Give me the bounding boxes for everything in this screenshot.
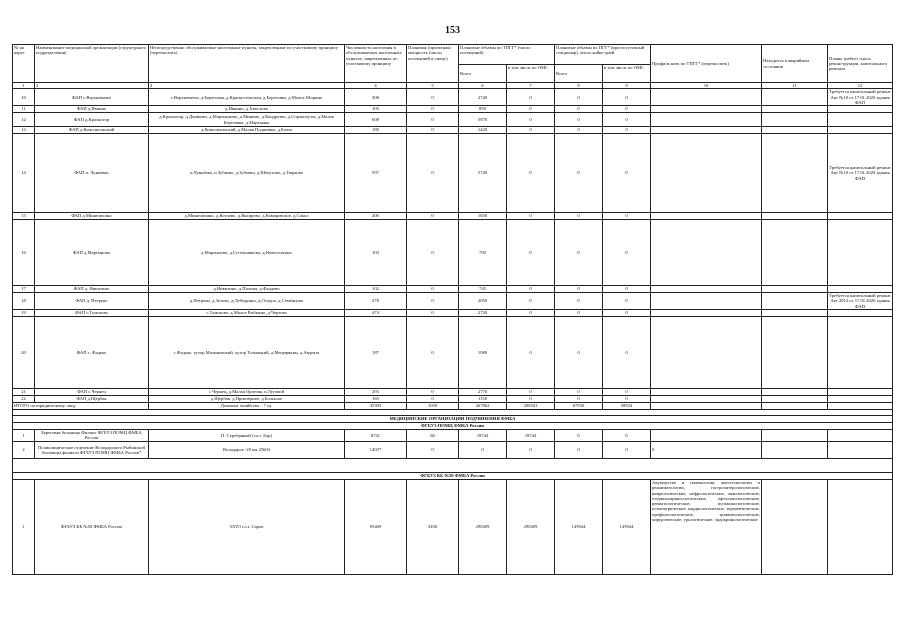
facility-name: ФАП д.Мартыново (35, 220, 149, 286)
capacity: 0 (407, 395, 459, 402)
bed-days-total: 0 (555, 429, 603, 441)
visits-total: 0 (459, 441, 507, 458)
population: 187 (345, 316, 407, 388)
served-settlements: ЗАТО г.о.г. Саров (149, 479, 345, 574)
capacity: 0 (407, 309, 459, 316)
bed-profile (651, 388, 762, 395)
facility-name: ФАП д.Миничихино (35, 213, 149, 220)
column-number: 8 (555, 83, 603, 89)
bed-days-total: 0 (555, 395, 603, 402)
population: 95469 (345, 479, 407, 574)
table-row (13, 89, 893, 106)
total-visits: 267862 (459, 402, 507, 409)
visits-total: 5740 (459, 134, 507, 213)
bed-days-oms: 0 (603, 309, 651, 316)
repair-note (828, 113, 893, 127)
subsection-kb50 (13, 472, 893, 479)
repair-note (828, 213, 893, 220)
table-row (13, 429, 893, 441)
subsection-pomc-label: ФГБУЗ ПОМЦ ФМБА России (13, 422, 893, 429)
emergency-state (762, 89, 828, 106)
row-number: 18 (13, 293, 35, 310)
served-settlements: с.Чернец, д.Малая Оратова, п.Луговой (149, 388, 345, 395)
bed-days-total: 0 (555, 220, 603, 286)
table-row (13, 106, 893, 113)
facility-name: ФАП д.Ивкино (35, 106, 149, 113)
empty-cell (13, 458, 893, 472)
served-settlements: с.Фадько, хутор Малиновский, хутор Толмацкий, д.Мещерякин, д.Авдеята (149, 316, 345, 388)
bed-days-oms: 0 (603, 106, 651, 113)
capacity: 0 (407, 220, 459, 286)
facility-name: ФАП с. Фадько (35, 316, 149, 388)
visits-total: 2050 (459, 293, 507, 310)
section-fmba-label: МЕДИЦИНСКИЕ ОРГАНИЗАЦИИ ПОДЧИНЕНИЯ ФМБА (13, 415, 893, 422)
table-row (13, 213, 893, 220)
emergency-state (762, 429, 828, 441)
visits-oms: 0 (507, 286, 555, 293)
bed-profile (651, 89, 762, 106)
visits-total: 1150 (459, 395, 507, 402)
bed-days-total: 145944 (555, 479, 603, 574)
bed-days-total: 0 (555, 293, 603, 310)
facility-name: ФАП д.Красногор (35, 113, 149, 127)
bed-days-total: 0 (555, 134, 603, 213)
capacity: 0 (407, 388, 459, 395)
header-col-8: Всего (555, 65, 603, 83)
visits-total: 1080 (459, 316, 507, 388)
emergency-state (762, 220, 828, 286)
population: 597 (345, 134, 407, 213)
served-settlements: д.Комсомольский, д.Малая Подшивка, д.Ключ (149, 127, 345, 134)
bed-days-total: 0 (555, 113, 603, 127)
table-row (13, 134, 893, 213)
empty-cell (762, 402, 828, 409)
visits-total: 700 (459, 220, 507, 286)
table-row (13, 388, 893, 395)
visits-oms: 0 (507, 134, 555, 213)
capacity: 60 (407, 429, 459, 441)
population: 8741 (345, 429, 407, 441)
column-number: 12 (828, 83, 893, 89)
bed-profile (651, 127, 762, 134)
row-number: 2 (13, 441, 35, 458)
page-number: 153 (445, 25, 460, 36)
visits-oms: 0 (507, 441, 555, 458)
repair-note (828, 388, 893, 395)
row-number: 1 (13, 479, 35, 574)
population: 105 (345, 106, 407, 113)
population: 278 (345, 293, 407, 310)
bed-days-oms: 0 (603, 113, 651, 127)
visits-total: 290409 (459, 479, 507, 574)
total-population: 35395 (345, 402, 407, 409)
bed-profile (651, 395, 762, 402)
row-number: 21 (13, 388, 35, 395)
capacity: 0 (407, 316, 459, 388)
header-col-5: Плановая (проектная) мощность (число посещений в смену) (407, 45, 459, 83)
column-number: 2 (35, 83, 149, 89)
population: 180 (345, 127, 407, 134)
header-col-2: Наименование медицинской организации (структурного подразделения) (35, 45, 149, 83)
visits-total: 2770 (459, 388, 507, 395)
bed-days-oms: 0 (603, 293, 651, 310)
repair-note (828, 106, 893, 113)
repair-note: Требуется капитальный ремонт Акт 2012 от 17.01.2020 здания ФАП (829, 293, 891, 309)
served-settlements: П. Серебряный (г.о.г. Бор) (149, 429, 345, 441)
bed-days-oms: 0 (603, 220, 651, 286)
emergency-state (762, 293, 828, 310)
served-settlements: с.Тумсково, д.Малое Рыбкино, д.Чертова (149, 309, 345, 316)
visits-total: 1420 (459, 127, 507, 134)
table-row (13, 316, 893, 388)
subsection-kb50-label: ФГБУЗ КБ №50 ФМБА России (13, 472, 893, 479)
row-number: 10 (13, 89, 35, 106)
population: 308 (345, 89, 407, 106)
repair-note (828, 395, 893, 402)
facility-name: ФАП п. Луньёвка (35, 134, 149, 213)
visits-oms: 0 (507, 89, 555, 106)
bed-profile (651, 309, 762, 316)
emergency-state (762, 127, 828, 134)
bed-days-total: 0 (555, 106, 603, 113)
table-row (13, 293, 893, 310)
bed-days-oms: 145944 (603, 479, 651, 574)
bed-days-oms: 0 (603, 127, 651, 134)
repair-note (828, 479, 893, 574)
facility-name: ФГБУЗ КБ №50 ФМБА России (35, 479, 149, 574)
repair-note (828, 220, 893, 286)
table-row (13, 309, 893, 316)
visits-oms: 0 (507, 220, 555, 286)
emergency-state (762, 309, 828, 316)
visits-total: 5870 (459, 113, 507, 127)
emergency-state (762, 113, 828, 127)
total-capacity: 1050 (407, 402, 459, 409)
bed-days-oms: 0 (603, 89, 651, 106)
visits-oms: 0 (507, 106, 555, 113)
bed-days-total: 0 (555, 309, 603, 316)
total-visits-oms: 208341 (507, 402, 555, 409)
bed-profile (651, 429, 762, 441)
row-number: 22 (13, 395, 35, 402)
table-row (13, 127, 893, 134)
repair-note: Требуется капитальный ремонт Акт №10 от 17.01.2020 здания ФАП (828, 134, 893, 213)
bed-days-total: 0 (555, 127, 603, 134)
bed-profile (651, 113, 762, 127)
served-settlements: д.Никитино, д.Палома, д.Фаддево (149, 286, 345, 293)
column-number: 3 (149, 83, 345, 89)
population: 102 (345, 286, 407, 293)
bed-days-oms: 0 (603, 388, 651, 395)
population: 103 (345, 220, 407, 286)
visits-oms: 290409 (507, 479, 555, 574)
facility-name: ФАП д.Комсомольский (35, 127, 149, 134)
repair-note (828, 441, 893, 458)
bed-profile: Акушерство и гинекология, анестезиологии и реаниматологии, гастроэнтерологические, неврологические, нефрологические, онкологические, оториноларингологические, офтальмологические, ревматологические, пульмонологические, психиатрические, кардиологические, терапевтические, профпатологические, травматологические, хирургические, урологические, эндокринологические (651, 479, 762, 574)
population: 1403* (345, 441, 407, 458)
table-row (13, 286, 893, 293)
facility-name: ФАП д.Щербак (35, 395, 149, 402)
repair-note: Требуется капитальный ремонт Акт №10 от 17.01.2020 здания ФАП (829, 89, 891, 105)
population: 474 (345, 309, 407, 316)
bed-days-oms: 0 (603, 395, 651, 402)
row-number: 17 (13, 286, 35, 293)
repair-note (828, 309, 893, 316)
emergency-state (762, 441, 828, 458)
facility-name: ФАП с.Тумсково (35, 309, 149, 316)
column-number: 11 (762, 83, 828, 89)
bed-days-total: 0 (555, 213, 603, 220)
column-number: 5 (407, 83, 459, 89)
bed-days-oms: 0 (603, 134, 651, 213)
served-settlements: п.Луньёвка, п.Зубково, д.Зубовка, д.Шекутово, д.Тюрково (149, 134, 345, 213)
row-number: 12 (13, 113, 35, 127)
served-settlements: с.Верхнекачье, д.Береговая, д.Красносельская, д.Березовка, д.Малое Шорино (149, 89, 345, 106)
bed-days-total: 0 (555, 89, 603, 106)
section-fmba (13, 415, 893, 422)
header-col-1: № на карте (13, 45, 35, 83)
column-number: 7 (507, 83, 555, 89)
row-number: 15 (13, 213, 35, 220)
row-number: 19 (13, 309, 35, 316)
visits-total: 850 (459, 106, 507, 113)
facility-name: ФАП д. Никитино (35, 286, 149, 293)
header-col-8-9: Плановые объемы по ПГГ* (круглосуточный стационар), число койко-дней (555, 45, 651, 65)
capacity: 0 (407, 286, 459, 293)
served-settlements: д.Мартыново, д.Гусельниково, д.Новоселкино (149, 220, 345, 286)
capacity: 3450 (407, 479, 459, 574)
emergency-state (762, 286, 828, 293)
emergency-state (762, 388, 828, 395)
emergency-state (762, 479, 828, 574)
empty-cell (828, 402, 893, 409)
bed-profile (651, 286, 762, 293)
capacity: 0 (407, 89, 459, 106)
capacity: 0 (407, 213, 459, 220)
repair-note (828, 429, 893, 441)
repair-note (828, 127, 893, 134)
row-number: 20 (13, 316, 35, 388)
subsection-pomc (13, 422, 893, 429)
bed-profile (651, 293, 762, 310)
bed-profile (651, 316, 762, 388)
bed-days-oms: 0 (603, 286, 651, 293)
row-number: 14 (13, 134, 35, 213)
served-settlements: д.Петрово, д.Зотово, д.Лебедкино, д.Осадок, д.Семёнцево (149, 293, 345, 310)
visits-total: 745 (459, 286, 507, 293)
spacer-row (13, 458, 893, 472)
empty-cell (651, 402, 762, 409)
visits-oms: 0 (507, 127, 555, 134)
bed-profile (651, 106, 762, 113)
repair-note (828, 286, 893, 293)
visits-oms: 0 (507, 316, 555, 388)
capacity: 0 (407, 134, 459, 213)
total-row (13, 402, 893, 409)
total-households: Домовые хозяйства – 7 ед. (149, 402, 345, 409)
column-number: 4 (345, 83, 407, 89)
bed-days-total: 0 (555, 286, 603, 293)
visits-total: 18744 (459, 429, 507, 441)
bed-profile (651, 213, 762, 220)
repair-note (828, 316, 893, 388)
visits-oms: 0 (507, 395, 555, 402)
header-col-12: Планы требует сноса, реконструкции, капитального ремонта (828, 45, 893, 83)
population: 608 (345, 113, 407, 127)
visits-total: 2720 (459, 309, 507, 316)
column-number: 6 (459, 83, 507, 89)
facility-name: Береговая больница Филиал ФГБУЗ ПОМЦ ФМБА России (35, 429, 149, 441)
column-number: 10 (651, 83, 762, 89)
population: 165 (345, 395, 407, 402)
visits-oms: 18744 (507, 429, 555, 441)
population: 200 (345, 213, 407, 220)
row-number: 11 (13, 106, 35, 113)
visits-oms: 0 (507, 293, 555, 310)
capacity: 0 (407, 293, 459, 310)
column-number: 1 (13, 83, 35, 89)
column-number: 9 (603, 83, 651, 89)
visits-total: 2740 (459, 89, 507, 106)
visits-total: 1650 (459, 213, 507, 220)
emergency-state (762, 106, 828, 113)
emergency-state (762, 316, 828, 388)
facility-name: ФАП д. Петрово (35, 293, 149, 310)
visits-oms: 0 (507, 309, 555, 316)
capacity: 0 (407, 106, 459, 113)
capacity: 0 (407, 113, 459, 127)
emergency-state (762, 213, 828, 220)
total-bed-days-oms: 58834 (603, 402, 651, 409)
bed-days-total: 0 (555, 441, 603, 458)
bed-days-oms: 0 (603, 213, 651, 220)
bed-profile (651, 220, 762, 286)
header-col-6: Всего (459, 65, 507, 83)
emergency-state (762, 395, 828, 402)
served-settlements: д.Миничихино, д.Котлово, д.Вяхирево, д.Комаровское, д.Сокол (149, 213, 345, 220)
row-number: 16 (13, 220, 35, 286)
header-col-6-7: Плановые объемы по ТПГГ* (число посещений) (459, 45, 555, 65)
bed-days-oms: 0 (603, 441, 651, 458)
bed-days-oms: 0 (603, 429, 651, 441)
bed-profile: 0 (651, 441, 762, 458)
served-settlements: д.Красногор, д.Дымково, д.Мартынково, д.Минино, д.Кондратко, д.Сорокопуты, д.Малая Березовка, д.Мартьяны (149, 113, 345, 127)
header-col-3: Непосредственно обслуживаемые населенные пункты, закрепленные по участковому принципу (перечислить) (149, 45, 345, 83)
header-col-9: в том числе по ОМС (603, 65, 651, 83)
capacity: 0 (407, 441, 459, 458)
visits-oms: 0 (507, 388, 555, 395)
bed-days-oms: 0 (603, 316, 651, 388)
table-row (13, 441, 893, 458)
facility-name: ФАП с.Чернец (35, 388, 149, 395)
table-row (13, 395, 893, 402)
total-bed-days: 67830 (555, 402, 603, 409)
table-row (13, 220, 893, 286)
served-settlements: д.Ивкино, д.Хвостово (149, 106, 345, 113)
served-settlements: Володарск -20 км 25604 (149, 441, 345, 458)
total-label: ИТОГО по юридическому лицу (13, 402, 149, 409)
facility-name: Поликлиническое отделение Володарского Рыбинской больницы филиала ФГБУЗ ПОМЦ ФМБА России* (35, 441, 149, 458)
facility-name: ФАП с.Верхнекачье (35, 89, 149, 106)
bed-profile (651, 134, 762, 213)
visits-oms: 0 (507, 213, 555, 220)
header-col-10: Профиль коек по ТПГГ* (перечислить) (651, 45, 762, 83)
bed-days-total: 0 (555, 316, 603, 388)
table-row (13, 479, 893, 574)
header-col-7: в том числе по ОМС (507, 65, 555, 83)
population: 293 (345, 388, 407, 395)
facilities-table (12, 44, 893, 575)
row-number: 1 (13, 429, 35, 441)
header-col-11: Находится в аварийном состоянии (762, 45, 828, 83)
capacity: 0 (407, 127, 459, 134)
table-row (13, 113, 893, 127)
emergency-state (762, 134, 828, 213)
visits-oms: 0 (507, 113, 555, 127)
served-settlements: д.Щербак, д.Приозёрное, д.Большое (149, 395, 345, 402)
bed-days-total: 0 (555, 388, 603, 395)
header-col-4: Численность населения в обслуживаемых населенных пунктах, закрепленных по участковому принципу (345, 45, 407, 83)
row-number: 13 (13, 127, 35, 134)
